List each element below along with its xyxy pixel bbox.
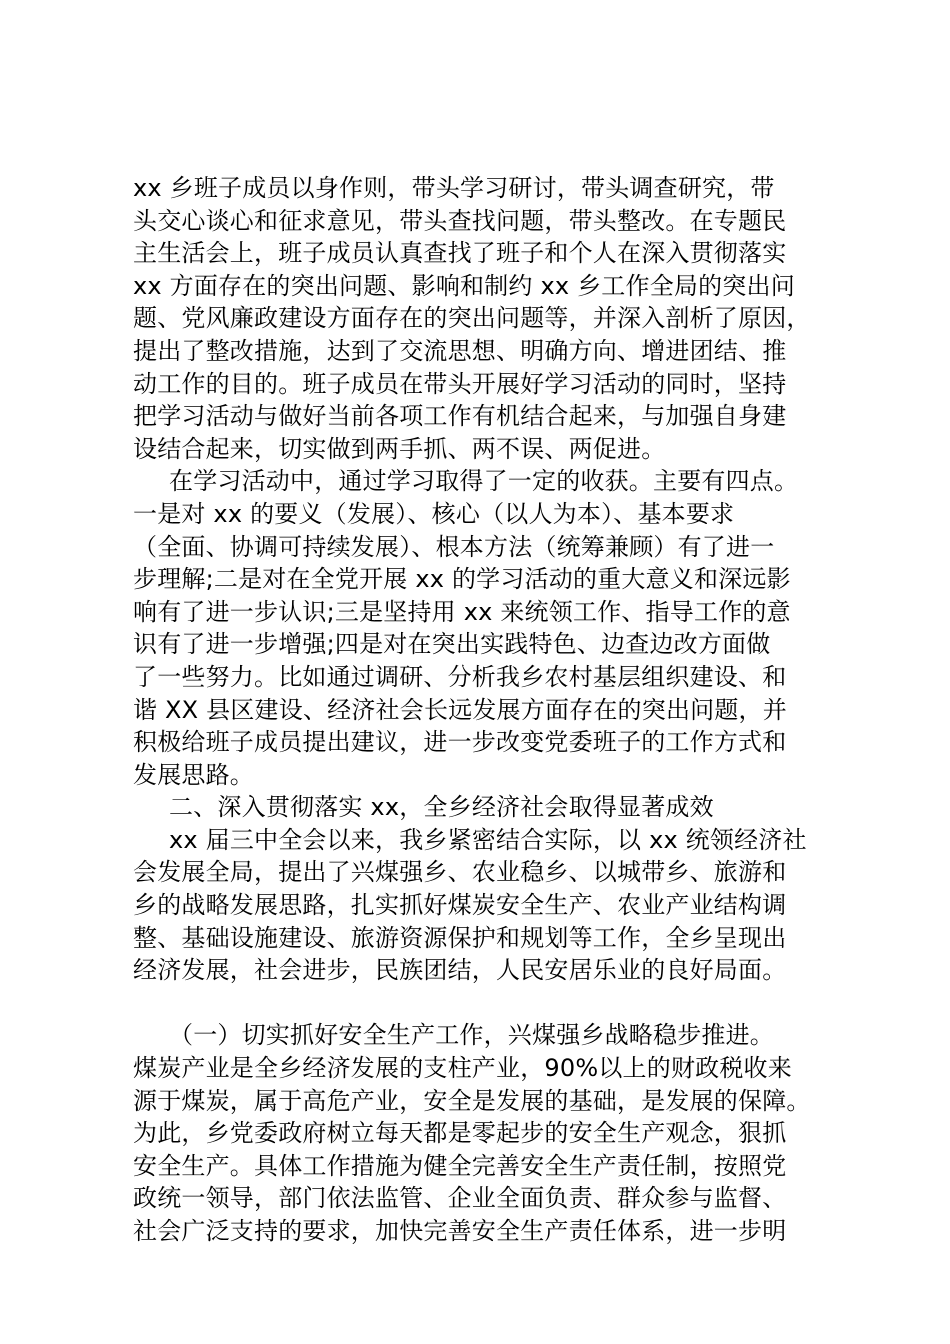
paragraph-leadership-example <box>133 172 853 465</box>
text-line: 一是对 xx 的要义（发展）、核心（以人为本）、基本要求 <box>133 499 735 528</box>
text-line: 步理解;二是对在全党开展 xx 的学习活动的重大意义和深远影 <box>133 565 791 594</box>
text-line: xx 届三中全会以来，我乡紧密结合实际，以 xx 统领经济社 <box>169 825 807 854</box>
paragraph-learning-gains <box>133 465 853 791</box>
text-line: 头交心谈心和征求意见，带头查找问题，带头整改。在专题民 <box>133 206 787 235</box>
text-line: 发展思路。 <box>133 760 254 789</box>
text-line: 响有了进一步认识;三是坚持用 xx 来统领工作、指导工作的意 <box>133 597 791 626</box>
text-line: 设结合起来，切实做到两手抓、两不误、两促进。 <box>133 434 666 463</box>
heading-line: 二、深入贯彻落实 xx，全乡经济社会取得显著成效 <box>169 793 714 822</box>
text-line: 乡的战略发展思路，扎实抓好煤炭安全生产、农业产业结构调 <box>133 891 787 920</box>
text-line: 动工作的目的。班子成员在带头开展好学习活动的同时，坚持 <box>133 369 787 398</box>
text-line: 为此，乡党委政府树立每天都是零起步的安全生产观念，狠抓 <box>133 1119 787 1148</box>
text-line: 谐 XX 县区建设、经济社会长远发展方面存在的突出问题，并 <box>133 695 787 724</box>
paragraph-safety-production <box>133 1019 853 1247</box>
text-line: （全面、协调可持续发展）、根本方法（统筹兼顾）有了进一 <box>133 532 775 561</box>
text-line: 提出了整改措施，达到了交流思想、明确方向、增进团结、推 <box>133 336 787 365</box>
text-line: 社会广泛支持的要求，加快完善安全生产责任体系，进一步明 <box>133 1217 787 1245</box>
text-line: xx 方面存在的突出问题、影响和制约 xx 乡工作全局的突出问 <box>133 271 795 300</box>
text-line: （一）切实抓好安全生产工作，兴煤强乡战略稳步推进。 <box>169 1021 774 1050</box>
text-line: 安全生产。具体工作措施为健全完善安全生产责任制，按照党 <box>133 1151 787 1180</box>
text-line: 会发展全局，提出了兴煤强乡、农业稳乡、以城带乡、旅游和 <box>133 858 787 887</box>
paragraph-development-strategy <box>133 824 853 987</box>
text-line: 识有了进一步增强;四是对在突出实践特色、边查边改方面做 <box>133 630 771 659</box>
text-line: 了一些努力。比如通过调研、分析我乡农村基层组织建设、和 <box>133 662 787 691</box>
text-line: 在学习活动中，通过学习取得了一定的收获。主要有四点。 <box>169 467 799 496</box>
text-line: 政统一领导，部门依法监管、企业全面负责、群众参与监督、 <box>133 1184 787 1213</box>
document-body <box>133 172 853 1248</box>
text-line: 积极给班子成员提出建议，进一步改变党委班子的工作方式和 <box>133 728 787 757</box>
text-line: 题、党风廉政建设方面存在的突出问题等，并深入剖析了原因， <box>133 304 811 333</box>
text-line: 经济发展，社会进步，民族团结，人民安居乐业的良好局面。 <box>133 956 787 985</box>
paragraph-spacer <box>133 987 853 1020</box>
text-line: 主生活会上，班子成员认真查找了班子和个人在深入贯彻落实 <box>133 239 787 268</box>
text-line: xx 乡班子成员以身作则，带头学习研讨，带头调查研究，带 <box>133 174 775 202</box>
text-line: 整、基础设施建设、旅游资源保护和规划等工作，全乡呈现出 <box>133 923 787 952</box>
text-line: 把学习活动与做好当前各项工作有机结合起来，与加强自身建 <box>133 402 787 431</box>
section-heading <box>133 791 853 824</box>
text-line: 煤炭产业是全乡经济发展的支柱产业，90%以上的财政税收来 <box>133 1054 792 1083</box>
text-line: 源于煤炭，属于高危产业，安全是发展的基础，是发展的保障。 <box>133 1086 811 1115</box>
